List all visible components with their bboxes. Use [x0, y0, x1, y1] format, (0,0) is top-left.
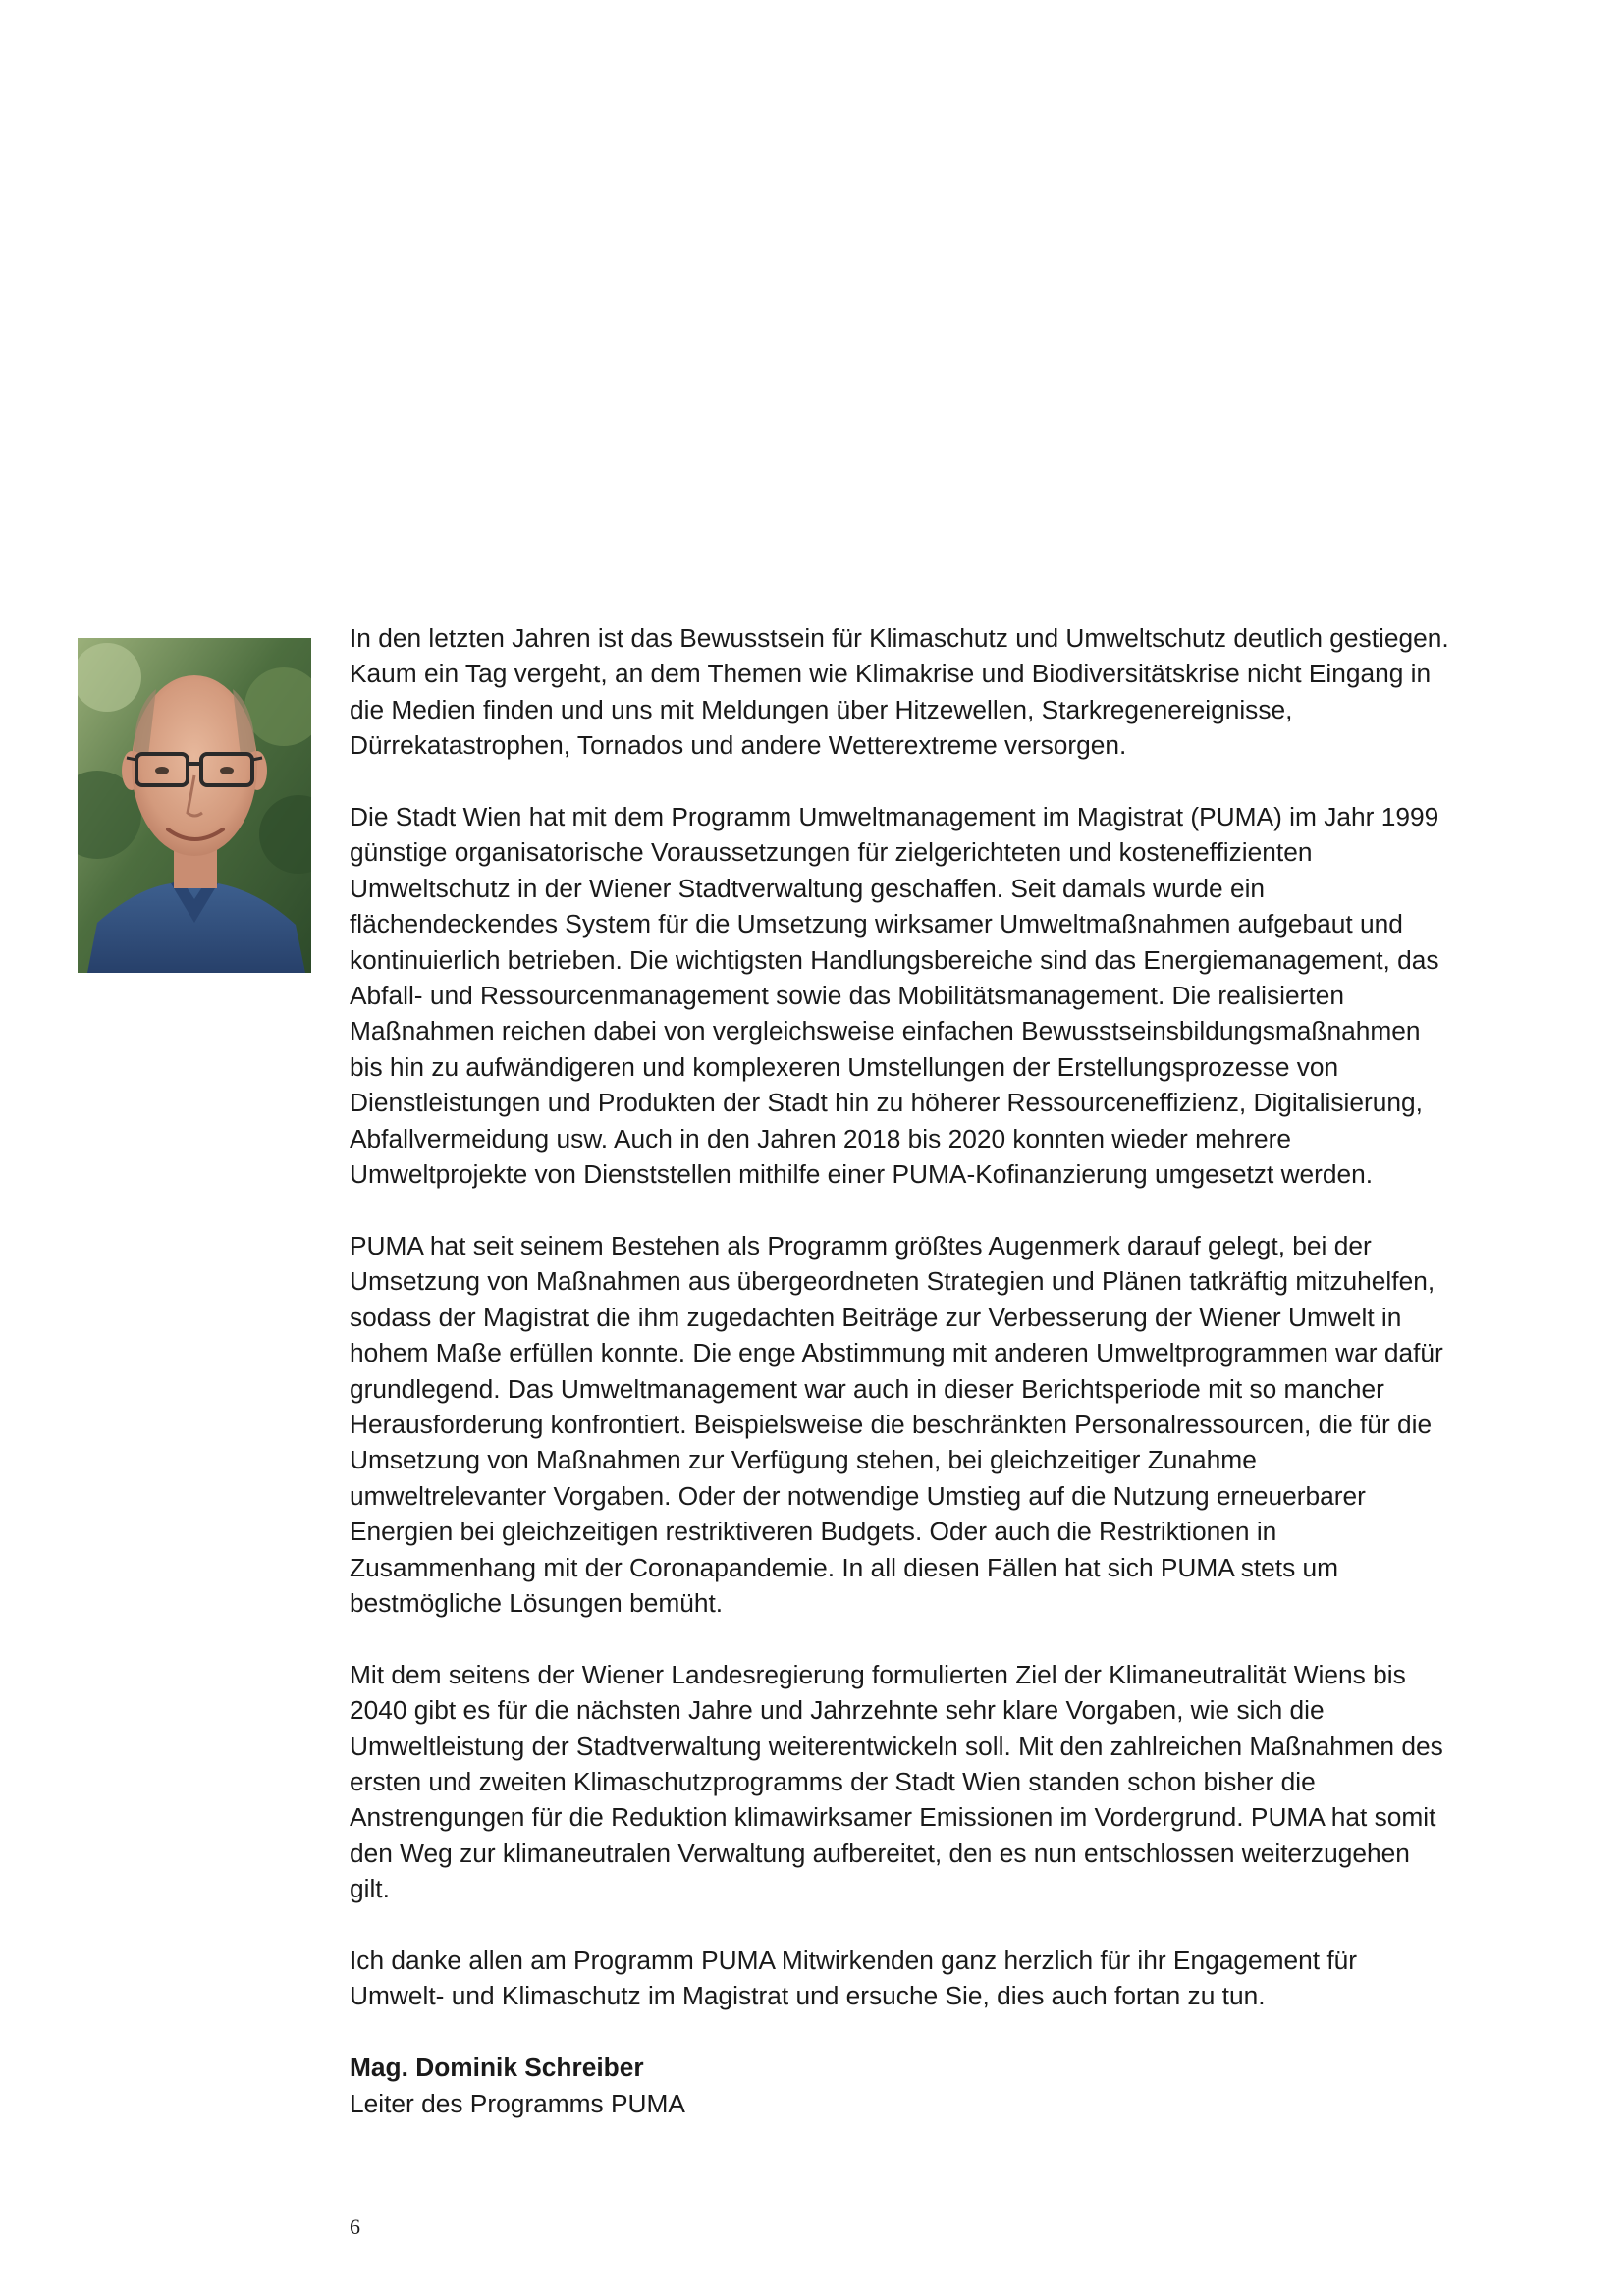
paragraph-puma-history: Die Stadt Wien hat mit dem Programm Umweltmanagement im Magistrat (PUMA) im Jahr 1999 günstige organisatorische Voraussetzungen für zielgerichteten und kosteneffizienten Umweltschutz in der Wiener Stadtverwaltung geschaffen. Seit damals wurde ein flächendeckendes System für die Umsetzung wirksamer Umweltmaßnahmen aufgebaut und kontinuierlich betrieben. Die wichtigsten Handlungsbereiche sind das Energiemanagement, das Abfall- und Ressourcenmanagement sowie das Mobilitätsmanagement. Die realisierten Maßnahmen reichen dabei von vergleichsweise einfachen Bewusstseinsbildungsmaßnahmen bis hin zu aufwändigeren und komplexeren Umstellungen der Erstellungsprozesse von Dienstleistungen und Produkten der Stadt hin zu höherer Ressourceneffizienz, Digitalisierung, Abfallvermeidung usw. Auch in den Jahren 2018 bis 2020 konnten wieder mehrere Umweltprojekte von Dienststellen mithilfe einer PUMA-Kofinanzierung umgesetzt werden. [350, 802, 1439, 1190]
paragraph-climate-neutrality: Mit dem seitens der Wiener Landesregierung formulierten Ziel der Klimaneutralität Wiens bis 2040 gibt es für die nächsten Jahre und Jahrzehnte sehr klare Vorgaben, wie sich die Umweltleistung der Stadtverwaltung weiterentwickeln soll. Mit den zahlreichen Maßnahmen des ersten und zweiten Klimaschutzprogramms der Stadt Wien standen schon bisher die Anstrengungen für die Reduktion klimawirksamer Emissionen im Vordergrund. PUMA hat somit den Weg zur klimaneutralen Verwaltung aufbereitet, den es nun entschlossen weiterzugehen gilt. [350, 1659, 1443, 1904]
portrait-illustration [78, 638, 311, 973]
signature-name: Mag. Dominik Schreiber [350, 2053, 644, 2083]
article-body [350, 620, 1453, 2121]
signature-role: Leiter des Programms PUMA [350, 2088, 685, 2118]
paragraph-puma-challenges: PUMA hat seit seinem Bestehen als Programm größtes Augenmerk darauf gelegt, bei der Umsetzung von Maßnahmen aus übergeordneten Strategien und Plänen tatkräftig mitzuhelfen, sodass der Magistrat die ihm zugedachten Beiträge zur Verbesserung der Wiener Umwelt in hohem Maße erfüllen konnte. Die enge Abstimmung mit anderen Umweltprogrammen war dafür grundlegend. Das Umweltmanagement war auch in dieser Berichtsperiode mit so mancher Herausforderung konfrontiert. Beispielsweise die beschränkten Personalressourcen, die für die Umsetzung von Maßnahmen zur Verfügung stehen, bei gleichzeitiger Zunahme umweltrelevanter Vorgaben. Oder der notwendige Umstieg auf die Nutzung erneuerbarer Energien bei gleichzeitigen restriktiveren Budgets. Oder auch die Restriktionen in Zusammenhang mit der Coronapandemie. In all diesen Fällen hat sich PUMA stets um bestmögliche Lösungen bemüht. [350, 1230, 1443, 1618]
signature [350, 2050, 1453, 2121]
paragraph-thanks: Ich danke allen am Programm PUMA Mitwirkenden ganz herzlich für ihr Engagement für Umwelt- und Klimaschutz im Magistrat und ersuche Sie, dies auch fortan zu tun. [350, 1945, 1358, 2011]
paragraph-intro: In den letzten Jahren ist das Bewusstsein für Klimaschutz und Umweltschutz deutlich gestiegen. Kaum ein Tag vergeht, an dem Themen wie Klimakrise und Biodiversitätskrise nicht Eingang in die Medien finden und uns mit Meldungen über Hitzewellen, Starkregenereignisse, Dürrekatastrophen, Tornados und andere Wetterextreme versorgen. [350, 623, 1449, 761]
portrait-photo [78, 638, 311, 973]
page-number: 6 [350, 2215, 360, 2239]
